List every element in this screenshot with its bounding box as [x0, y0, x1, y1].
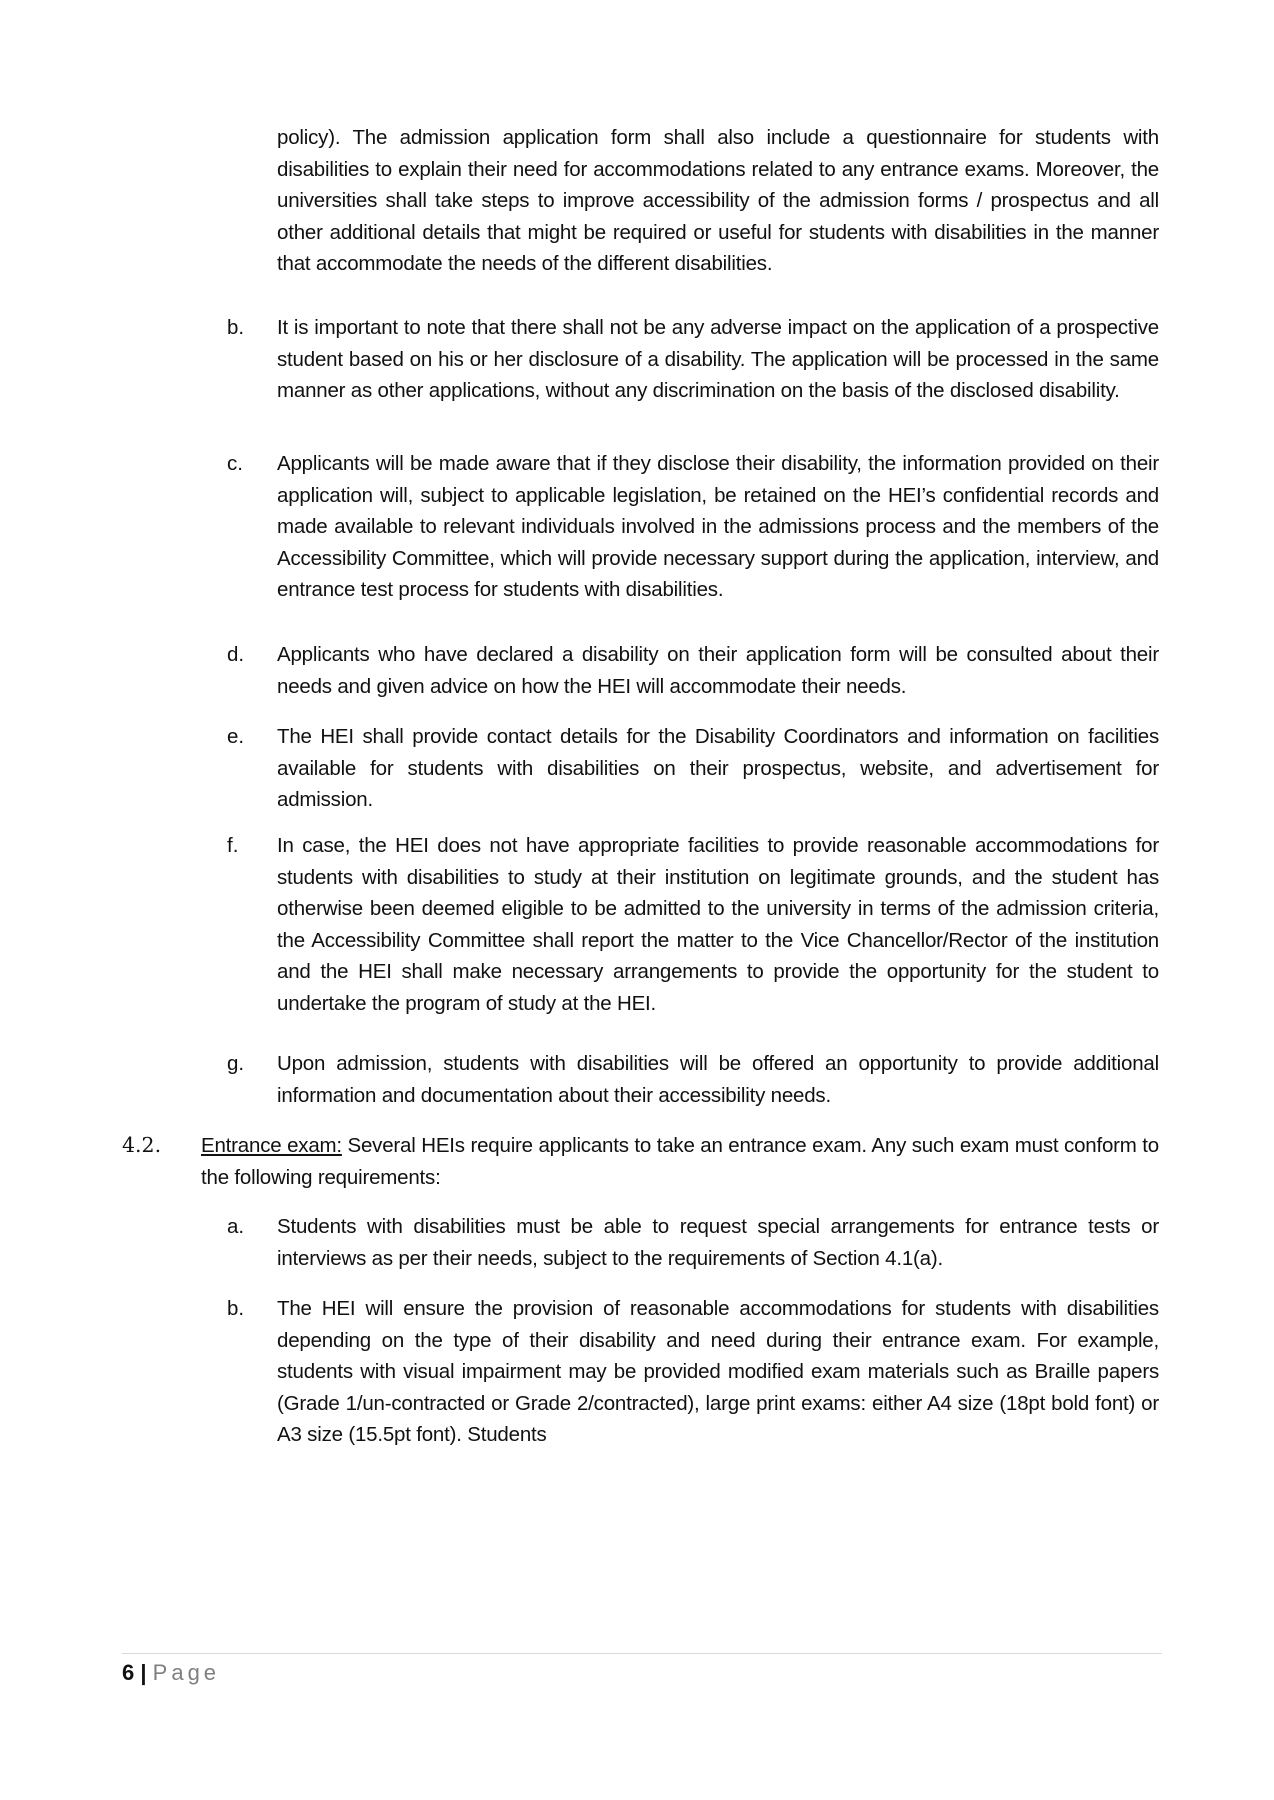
item-label-c: c.: [227, 452, 243, 475]
item-label-4-2-a: a.: [227, 1215, 245, 1238]
item-text-b: It is important to note that there shall not be any adverse impact on the application of a prospective student based on his or her disclosure of a disability. The application will be processed in the same manner as other applications, without any discrimination on the basis of the disclosed disability.: [277, 316, 1159, 403]
item-text-d: Applicants who have declared a disability on their application form will be consulted about their needs and given advice on how the HEI will accommodate their needs.: [277, 643, 1159, 698]
footer-divider: [122, 1653, 1162, 1654]
section-number: 4.2.: [122, 1133, 162, 1157]
intro-paragraph: policy). The admission application form shall also include a questionnaire for students with disabilities to explain their need for accommodations related to any entrance exams. Moreover, the universities shall take steps to improve accessibility of the admission forms / prospectus and all other additional details that might be required or useful for students with disabilities in the manner that accommodate the needs of the different disabilities.: [277, 126, 1159, 276]
page-footer: [122, 1660, 220, 1686]
item-text-4-2-a: Students with disabilities must be able to request special arrangements for entrance tests or interviews as per their needs, subject to the requirements of Section 4.1(a).: [277, 1215, 1159, 1270]
item-text-c: Applicants will be made aware that if they disclose their disability, the information provided on their application will, subject to applicable legislation, be retained on the HEI’s confidential records and made available to relevant individuals involved in the admissions process and the members of the Accessibility Committee, which will provide necessary support during the application, interview, and entrance test process for students with disabilities.: [277, 452, 1159, 602]
item-text-4-2-b: The HEI will ensure the provision of reasonable accommodations for students with disabilities depending on the type of their disability and need during their entrance exam. For example, students with visual impairment may be provided modified exam materials such as Braille papers (Grade 1/un-contracted or Grade 2/contracted), large print exams: either A4 size (18pt bold font) or A3 size (15.5pt font). Students: [277, 1297, 1159, 1447]
section-intro-text: Several HEIs require applicants to take an entrance exam. Any such exam must conform to the following requirements:: [201, 1134, 1159, 1189]
section-4-2-paragraph: [201, 1130, 1159, 1193]
section-heading: Entrance exam:: [201, 1134, 342, 1157]
item-label-b: b.: [227, 316, 245, 339]
item-label-e: e.: [227, 725, 245, 748]
item-text-f: In case, the HEI does not have appropriate facilities to provide reasonable accommodations for students with disabilities to study at their institution on legitimate grounds, and the student has otherwise been deemed eligible to be admitted to the university in terms of the admission criteria, the Accessibility Committee shall report the matter to the Vice Chancellor/Rector of the institution and the HEI shall make necessary arrangements to provide the opportunity for the student to undertake the program of study at the HEI.: [277, 834, 1159, 1015]
page-number: 6: [122, 1660, 135, 1685]
item-text-g: Upon admission, students with disabilities will be offered an opportunity to provide additional information and documentation about their accessibility needs.: [277, 1052, 1159, 1107]
item-label-4-2-b: b.: [227, 1297, 245, 1320]
item-label-d: d.: [227, 643, 245, 666]
item-label-g: g.: [227, 1052, 245, 1075]
item-text-e: The HEI shall provide contact details for the Disability Coordinators and information on facilities available for students with disabilities on their prospectus, website, and advertisement for admission.: [277, 725, 1159, 812]
footer-separator: |: [140, 1660, 147, 1685]
item-label-f: f.: [227, 834, 239, 857]
page-label: Page: [152, 1660, 221, 1685]
